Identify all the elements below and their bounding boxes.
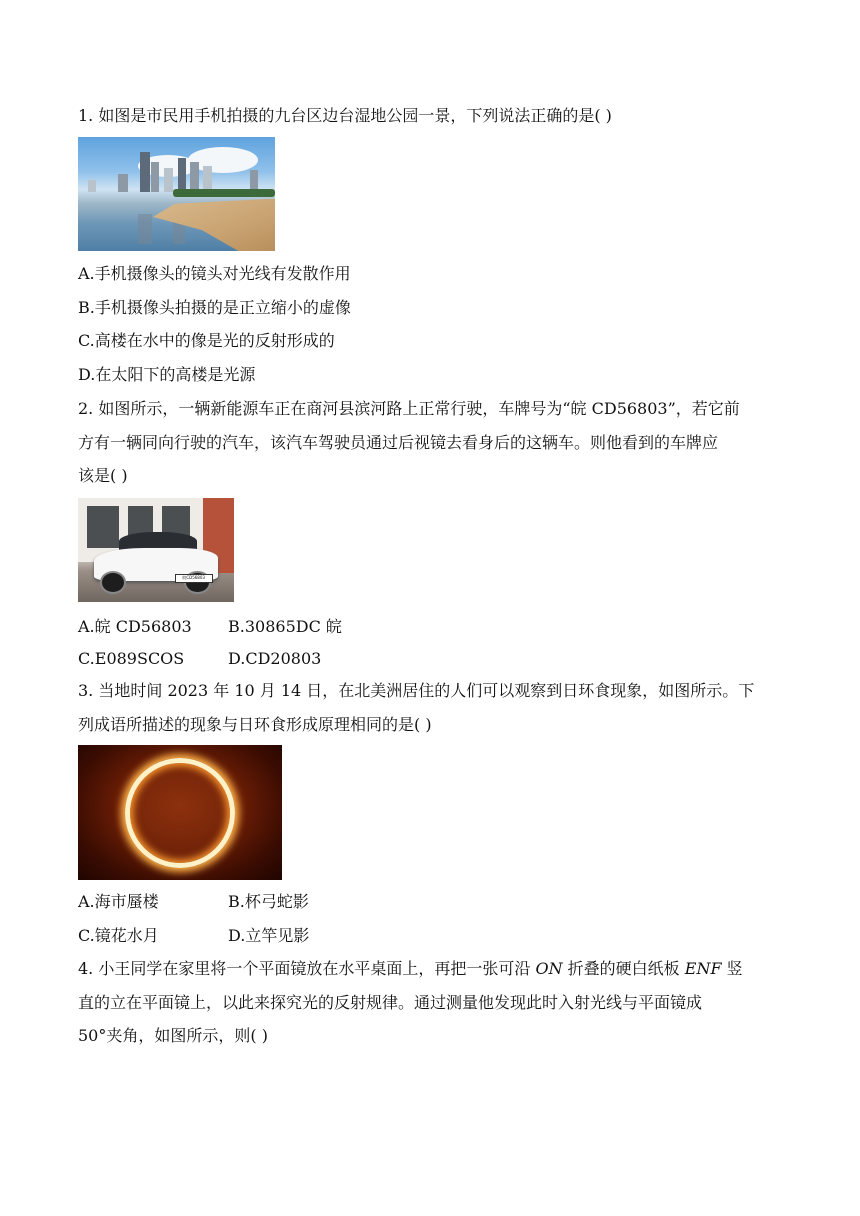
question-1-option-c: C.高楼在水中的像是光的反射形成的	[78, 331, 335, 350]
wheel-shape	[100, 571, 127, 594]
window-shape	[87, 506, 118, 548]
question-2-option-b: B.30865DC 皖	[228, 617, 342, 636]
question-3-stem-line-2: 列成语所描述的现象与日环食形成原理相同的是( )	[78, 715, 432, 734]
board-label: ENF	[684, 959, 722, 978]
building-shape	[178, 158, 186, 192]
question-2-stem-line-1: 2. 如图所示，一辆新能源车正在商河县滨河路上正常行驶，车牌号为“皖 CD56803”，若它前	[78, 399, 740, 418]
question-4-text-c: 折叠的硬白纸板	[562, 959, 685, 978]
reflection-shape	[173, 222, 185, 244]
building-shape	[190, 162, 199, 192]
question-3-stem-line-1: 3. 当地时间 2023 年 10 月 14 日，在北美洲居住的人们可以观察到日环食现象，如图所示。下	[78, 681, 755, 700]
building-shape	[164, 168, 173, 192]
wetland-park-photo	[78, 137, 275, 251]
question-3-option-d: D.立竿见影	[228, 926, 310, 945]
sun-ring	[125, 758, 235, 868]
license-plate: 皖CD56803	[175, 574, 213, 583]
question-1-option-b: B.手机摄像头拍摄的是正立缩小的虚像	[78, 298, 351, 317]
fold-line-label: ON	[535, 959, 563, 978]
tree-line	[173, 189, 275, 197]
question-2-option-a: A.皖 CD56803	[78, 617, 192, 636]
building-shape	[140, 152, 150, 192]
building-shape	[118, 174, 128, 192]
building-shape	[88, 180, 96, 192]
building-shape	[250, 170, 258, 192]
building-shape	[203, 166, 212, 192]
question-2-option-c: C.E089SCOS	[78, 649, 185, 668]
building-shape	[151, 162, 159, 192]
question-3-option-c: C.镜花水月	[78, 926, 159, 945]
question-2-stem-line-3: 该是( )	[78, 466, 128, 485]
question-3-option-a: A.海市蜃楼	[78, 892, 159, 911]
question-4-text-a: 4. 小王同学在家里将一个平面镜放在水平桌面上，再把一张可沿	[78, 959, 536, 978]
question-4-stem-line-1	[78, 958, 743, 980]
question-4-stem-line-2: 直的立在平面镜上，以此来探究光的反射规律。通过测量他发现此时入射光线与平面镜成	[78, 993, 703, 1012]
question-1-option-d: D.在太阳下的高楼是光源	[78, 365, 256, 384]
question-4-stem-line-3: 50°夹角，如图所示，则( )	[78, 1026, 268, 1045]
question-1-option-a: A.手机摄像头的镜头对光线有发散作用	[78, 264, 351, 283]
car-photo	[78, 498, 234, 602]
question-3-option-b: B.杯弓蛇影	[228, 892, 309, 911]
question-4-text-e: 竖	[721, 959, 743, 978]
question-2-option-d: D.CD20803	[228, 649, 322, 668]
annular-eclipse-photo	[78, 745, 282, 880]
question-1-stem: 1. 如图是市民用手机拍摄的九台区边台湿地公园一景，下列说法正确的是( )	[78, 106, 612, 125]
beach-shape	[153, 199, 275, 251]
reflection-shape	[138, 214, 152, 244]
question-2-stem-line-2: 方有一辆同向行驶的汽车，该汽车驾驶员通过后视镜去看身后的这辆车。则他看到的车牌应	[78, 433, 719, 452]
